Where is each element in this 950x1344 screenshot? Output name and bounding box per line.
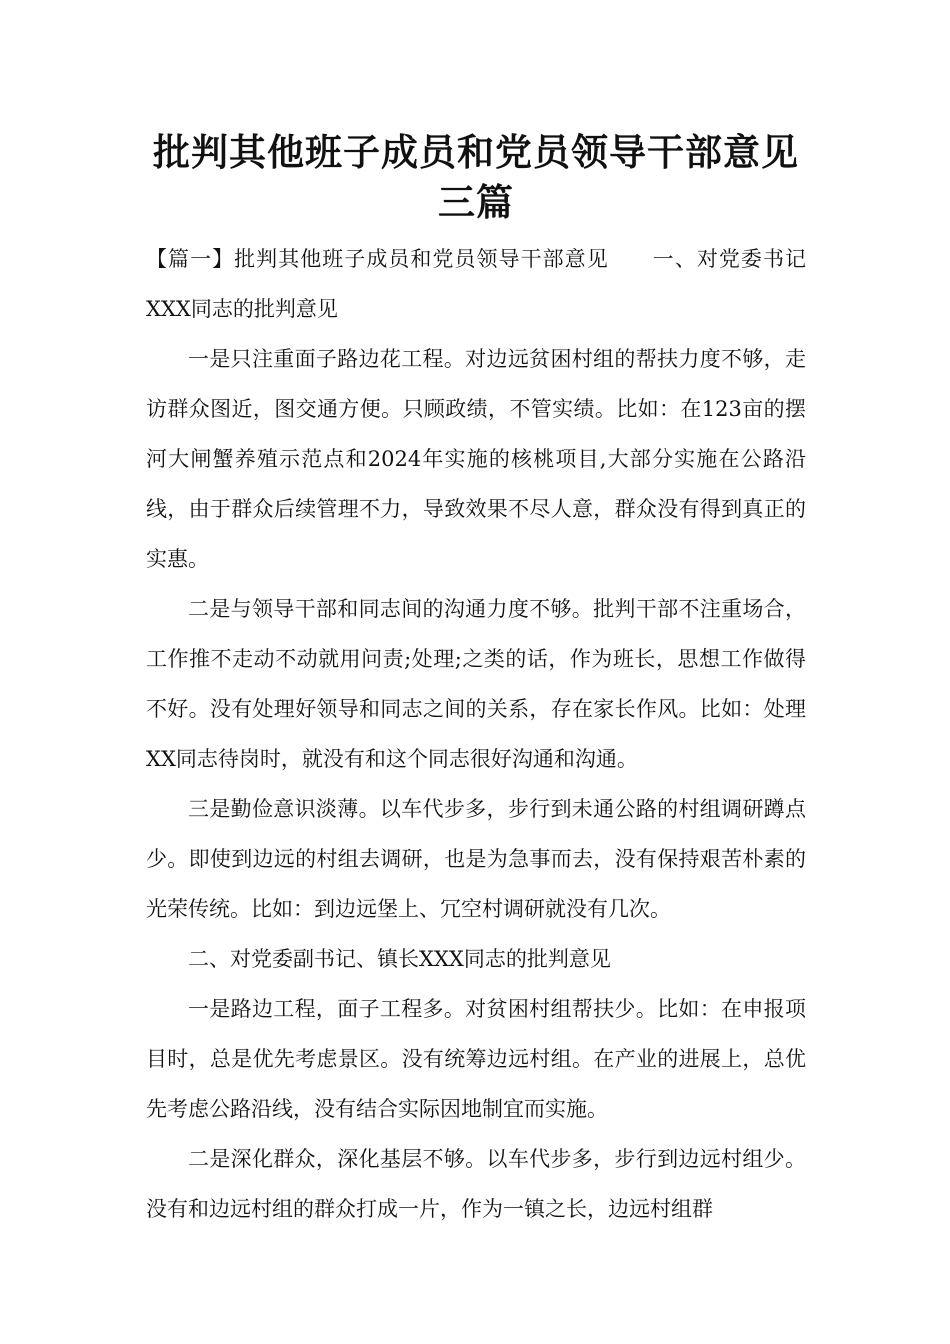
section-heading-1: 【篇一】批判其他班子成员和党员领导干部意见 一、对党委书记XXX同志的批判意见 [146, 247, 806, 321]
body-paragraph: 三是勤俭意识淡薄。以车代步多，步行到未通公路的村组调研蹲点少。即使到边远的村组去调研，也是为急事而去，没有保持艰苦朴素的光荣传统。比如：到边远堡上、冗空村调研就没有几次。 [146, 797, 806, 921]
document-title [146, 128, 806, 228]
body-paragraph: 一是路边工程，面子工程多。对贫困村组帮扶少。比如：在申报项目时，总是优先考虑景区。没有统筹边远村组。在产业的进展上，总优先考虑公路沿线，没有结合实际因地制宜而实施。 [146, 997, 806, 1121]
section-heading-2: 二、对党委副书记、镇长XXX同志的批判意见 [188, 947, 611, 971]
body-paragraph: 一是只注重面子路边花工程。对边远贫困村组的帮扶力度不够，走访群众图近，图交通方便。只顾政绩，不管实绩。比如：在123亩的摆河大闸蟹养殖示范点和2024年实施的核桃项目,大部分实施在公路沿线，由于群众后续管理不力，导致效果不尽人意，群众没有得到真正的实惠。 [146, 347, 806, 571]
document-body [146, 234, 806, 1234]
body-paragraph: 二是深化群众，深化基层不够。以车代步多，步行到边远村组少。没有和边远村组的群众打成一片，作为一镇之长，边远村组群 [146, 1147, 806, 1221]
document-page [146, 128, 806, 1234]
body-paragraph: 二是与领导干部和同志间的沟通力度不够。批判干部不注重场合，工作推不走动不动就用问责;处理;之类的话，作为班长，思想工作做得不好。没有处理好领导和同志之间的关系，存在家长作风。比如：处理XX同志待岗时，就没有和这个同志很好沟通和沟通。 [146, 597, 806, 771]
title-line-1: 批判其他班子成员和党员领导干部意见 [153, 131, 799, 174]
title-line-2: 三篇 [438, 181, 514, 224]
